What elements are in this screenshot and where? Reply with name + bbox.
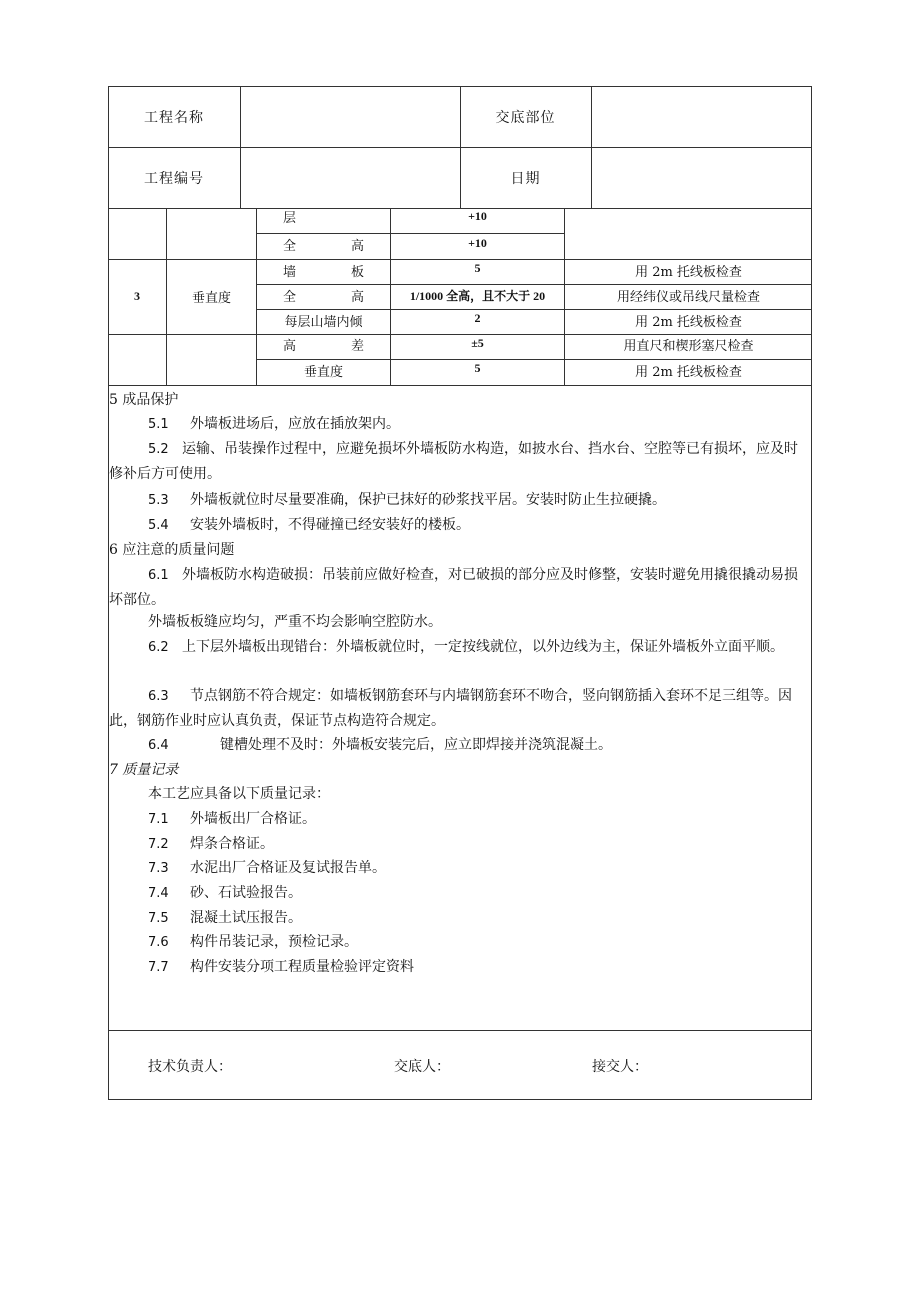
item-part: 板 bbox=[350, 264, 364, 280]
item-part: 高 bbox=[350, 289, 364, 305]
group-name: 垂直度 bbox=[191, 291, 231, 306]
value-cell: 2 bbox=[474, 310, 481, 325]
item-part: 全 bbox=[283, 289, 297, 305]
value-cell: ±5 bbox=[471, 335, 484, 350]
item-text: 构件安装分项工程质量检验评定资料 bbox=[190, 959, 414, 975]
item-number: 7.7 bbox=[148, 960, 169, 975]
value-cell: +10 bbox=[468, 235, 487, 250]
item-text: 节点钢筋不符合规定：如墙板钢筋套环与内墙钢筋套环不吻合，竖向钢筋插入套环不足三组等。因此，钢筋作业时应认真负责，保证节点构造符合规定。 bbox=[109, 688, 792, 729]
item-cell bbox=[257, 284, 390, 306]
method-cell: 用 2m 托线板检查 bbox=[635, 314, 742, 330]
item-cell bbox=[257, 234, 390, 254]
list-item bbox=[148, 856, 386, 881]
item-number: 7.5 bbox=[148, 911, 169, 926]
item-text: 混凝土试压报告。 bbox=[190, 910, 302, 926]
value-cell: 5 bbox=[474, 360, 481, 375]
item-number: 5.2 bbox=[148, 442, 169, 457]
item-text: 砂、石试验报告。 bbox=[190, 885, 302, 901]
disclosure-part-value[interactable] bbox=[592, 86, 812, 147]
item-text: 外墙板出厂合格证。 bbox=[190, 811, 316, 827]
item-cell: 层 bbox=[283, 210, 297, 226]
date-label: 日期 bbox=[510, 170, 541, 187]
row-divider bbox=[108, 1030, 812, 1031]
item-part: 墙 bbox=[283, 264, 297, 280]
value-cell: 1/1000 全高，且不大于 20 bbox=[409, 288, 546, 303]
row-divider bbox=[108, 385, 812, 386]
item-part: 高 bbox=[283, 338, 297, 354]
item-part: 差 bbox=[350, 338, 364, 354]
item-cell: 垂直度 bbox=[303, 364, 343, 380]
method-cell: 用 2m 托线板检查 bbox=[635, 264, 742, 280]
item-text: 水泥出厂合格证及复试报告单。 bbox=[190, 860, 386, 876]
list-item bbox=[148, 733, 612, 758]
method-cell: 用直尺和楔形塞尺检查 bbox=[623, 338, 754, 354]
date-value[interactable] bbox=[592, 147, 812, 208]
group-number: 3 bbox=[134, 289, 140, 303]
list-item bbox=[148, 610, 442, 634]
item-number: 7.6 bbox=[148, 935, 169, 950]
item-text: 键槽处理不及时：外墙板安装完后，应立即焊接并浇筑混凝土。 bbox=[220, 737, 612, 753]
section-5-title: 5 成品保护 bbox=[109, 392, 179, 408]
value-cell: +10 bbox=[468, 208, 487, 223]
item-number: 6.2 bbox=[148, 640, 169, 655]
item-text: 构件吊装记录，预检记录。 bbox=[190, 934, 358, 950]
list-item bbox=[148, 832, 274, 857]
item-text: 焊条合格证。 bbox=[190, 836, 274, 852]
list-item bbox=[148, 488, 666, 513]
item-number: 7.2 bbox=[148, 837, 169, 852]
disclosure-part-label: 交底部位 bbox=[495, 109, 556, 126]
list-item bbox=[148, 955, 414, 980]
list-item bbox=[109, 437, 799, 487]
item-text: 上下层外墙板出现错台：外墙板就位时，一定按线就位，以外边线为主，保证外墙板外立面平顺。 bbox=[182, 639, 784, 655]
receiver-signature-label: 接交人： bbox=[592, 1059, 648, 1075]
section-7-intro: 本工艺应具备以下质量记录： bbox=[148, 786, 330, 802]
item-text: 安装外墙板时，不得碰撞已经安装好的楼板。 bbox=[190, 517, 470, 533]
value-cell: 5 bbox=[474, 260, 481, 275]
item-number: 6.4 bbox=[148, 738, 169, 753]
item-cell bbox=[257, 259, 390, 281]
item-number: 7.4 bbox=[148, 886, 169, 901]
item-number: 6.3 bbox=[148, 689, 169, 704]
project-no-value[interactable] bbox=[241, 147, 460, 208]
list-item bbox=[148, 513, 470, 538]
item-cell bbox=[257, 334, 390, 354]
item-text: 运输、吊装操作过程中，应避免损坏外墙板防水构造，如披水台、挡水台、空腔等已有损坏，应及时修补后方可使用。 bbox=[109, 441, 798, 482]
item-number: 7.1 bbox=[148, 812, 169, 827]
tech-lead-signature-label: 技术负责人： bbox=[148, 1059, 232, 1075]
item-text: 外墙板进场后，应放在插放架内。 bbox=[190, 416, 400, 432]
list-item bbox=[148, 930, 358, 955]
item-cell: 每层山墙内倾 bbox=[284, 314, 363, 330]
list-item bbox=[109, 635, 799, 660]
project-name-label: 工程名称 bbox=[144, 109, 204, 126]
project-name-value[interactable] bbox=[241, 86, 460, 147]
list-item bbox=[148, 881, 302, 906]
item-text: 外墙板就位时尽量要准确，保护已抹好的砂浆找平居。安装时防止生拉硬撬。 bbox=[190, 492, 666, 508]
item-number: 5.1 bbox=[148, 417, 169, 432]
item-part: 全 bbox=[283, 238, 297, 254]
project-no-label: 工程编号 bbox=[144, 170, 204, 187]
item-number: 5.4 bbox=[148, 518, 169, 533]
section-7-title: 7 质量记录 bbox=[109, 762, 179, 778]
item-number: 5.3 bbox=[148, 493, 169, 508]
list-item bbox=[148, 807, 316, 832]
method-cell: 用 2m 托线板检查 bbox=[635, 364, 742, 380]
item-number: 7.3 bbox=[148, 861, 169, 876]
list-item bbox=[148, 412, 400, 437]
section-6-title: 6 应注意的质量问题 bbox=[109, 542, 235, 558]
item-number: 6.1 bbox=[148, 568, 169, 583]
method-cell: 用经纬仪或吊线尺量检查 bbox=[616, 289, 760, 305]
list-item bbox=[109, 563, 799, 613]
list-item bbox=[148, 906, 302, 931]
item-part: 高 bbox=[350, 238, 364, 254]
item-text: 外墙板板缝应均匀，严重不均会影响空腔防水。 bbox=[148, 614, 442, 630]
item-text: 外墙板防水构造破损：吊装前应做好检查，对已破损的部分应及时修整，安装时避免用撬很撬动易损坏部位。 bbox=[109, 567, 798, 608]
list-item bbox=[109, 684, 799, 734]
discloser-signature-label: 交底人： bbox=[394, 1059, 450, 1075]
